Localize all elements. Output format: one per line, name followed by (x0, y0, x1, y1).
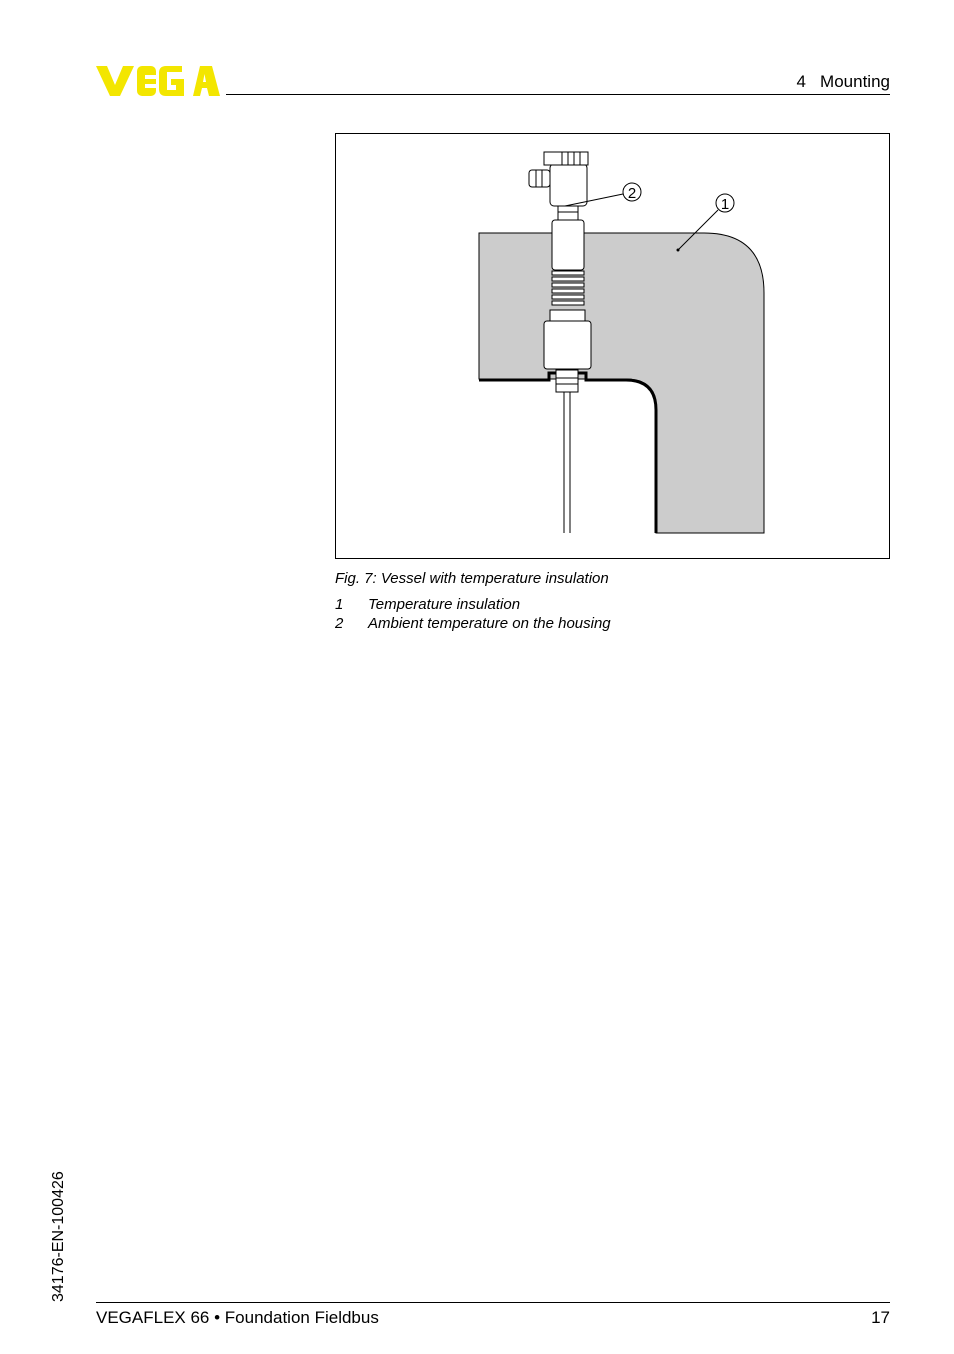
temperature-insulation (479, 233, 764, 533)
cable-gland (529, 170, 550, 187)
legend-number: 1 (335, 596, 344, 613)
section-title: 4 Mounting (796, 72, 890, 91)
page-number: 17 (871, 1308, 890, 1327)
callout-2: 2 (627, 185, 637, 202)
legend-item (335, 615, 611, 634)
sensor-housing (550, 164, 587, 206)
footer-product: VEGAFLEX 66 • Foundation Fieldbus (96, 1308, 379, 1327)
process-fitting (556, 370, 578, 392)
footer-rule (96, 1302, 890, 1303)
legend-text: Ambient temperature on the housing (368, 615, 611, 632)
vessel-diagram (336, 134, 889, 558)
header-rule (226, 94, 890, 95)
document-code: 34176-EN-100426 (50, 1171, 67, 1302)
legend-item (335, 596, 611, 615)
vega-logo (96, 64, 220, 98)
callout-1: 1 (720, 196, 730, 213)
figure-frame (335, 133, 890, 559)
legend-text: Temperature insulation (368, 596, 521, 613)
figure-legend (335, 596, 611, 634)
sensor-adapter (544, 321, 591, 369)
figure-caption: Fig. 7: Vessel with temperature insulation (335, 570, 609, 587)
temperature-adapter (552, 220, 584, 270)
vessel-wall (479, 373, 656, 533)
legend-number: 2 (335, 615, 344, 632)
